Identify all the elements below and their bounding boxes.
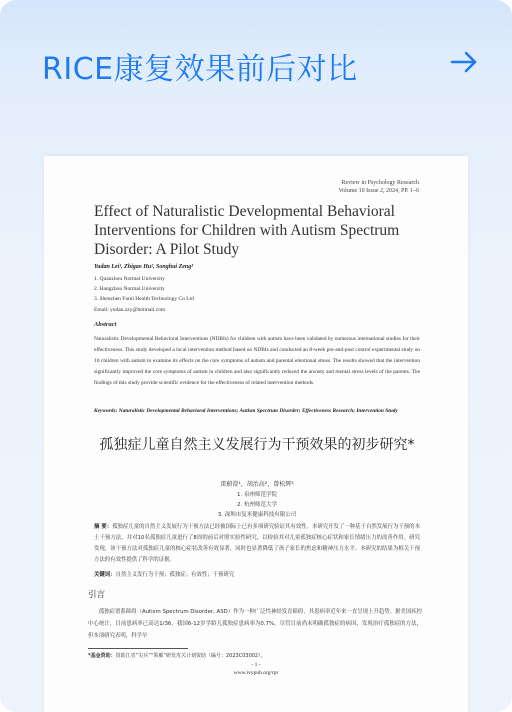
card-header (0, 0, 512, 128)
email: Email: yudan.zzy@hotmail.com (94, 307, 166, 313)
abstract-cn (94, 522, 420, 566)
footnote-divider (88, 648, 188, 649)
keywords-cn (94, 570, 420, 578)
authors-cn: 雷蔚澄¹，胡治高²，曾松辉³ (220, 481, 294, 488)
card-title: RICE康复效果前后对比 (42, 52, 358, 87)
abstract-heading: Abstract (94, 321, 117, 328)
affiliation-en-2: 2. Hangzhou Normal University (94, 286, 165, 292)
abstract-label-cn: 摘 要： (94, 524, 113, 530)
footnote-text: 资助江省“尖兵”“领雁”研发攻关计划资助（编号：2023C03002）。 (115, 653, 266, 659)
paper-title-cn: 孤独症儿童自然主义发展行为干预效果的初步研究* (99, 437, 415, 453)
footnote-label: *基金资助： (88, 653, 116, 659)
keywords-label-cn: 关键词： (94, 572, 116, 578)
abstract-cn-text: 孤独症儿童的自然主义发展行为干预方法已经被国际上已有多项研究验证其有效性。本研究开发了一种基于自然发展行为干预的本土干预方法，并对10名孤独症儿童进行了8周的前后对照实验性研究，以检验其对儿童孤独症核心症状和家长情绪压力的改善作用。研究发现，该干预方法对孤独症儿童的核心症状改善有效显著，同时也显著降低了孩子家长的焦虑和精神压力水平。本研究的结果为相关干预方法的有效性提供了科学的证据。 (94, 524, 420, 563)
footnote (88, 652, 422, 659)
paper-preview (44, 156, 468, 712)
journal-issue: Volume 10 Issue 2, 2024, PP. 1–6 (338, 188, 419, 194)
journal-url: www.ivypub.org/rpr (233, 670, 279, 676)
journal-header (339, 179, 419, 195)
intro-body: 孤独症谱系障碍（Autism Spectrum Disorder, ASD）作为一种广泛性神经发育障碍，其患病率近年来一直呈现上升趋势。据美国疾控中心统计，目前患病率已高达1/36，我国6-12岁学龄儿孤独症患病率为0.7%，尽管目前尚未明确孤独症的病因，发现治疗孤独症的方法，但本项研究表明，科学早 (88, 609, 422, 639)
abstract-en: Naturalistic Developmental Behavioral Interventions (NDBIs) for children with autism have been validated by numerous international studies for their effectiveness. This study developed a local intervention method based on NDBIs and conducted an 8-week pre-and-post control experimental study on 10 children with autism to examine its effects on the core symptoms of autism and parental emotional stress. The results showed that the intervention significantly improved the core symptoms of autism in children and also significantly reduced the anxiety and mental stress levels of the parents. The findings of this study provide scientific evidence for the effectiveness of related intervention methods. (94, 336, 420, 386)
affiliation-cn-1: 1. 泉州师范学院 (237, 492, 277, 498)
affiliation-cn-2: 2. 杭州师范大学 (237, 502, 277, 508)
keywords-en: Keywords: Naturalistic Developmental Behavioral Interventions; Autism Spectrum Disorder; Effectiveness Research; Intervention Study (94, 408, 398, 414)
arrow-right-icon[interactable] (448, 46, 480, 78)
paper-title-en: Effect of Naturalistic Developmental Behavioral Interventions for Children with Autism Spectrum Disorder: A Pilot Study (94, 203, 400, 258)
intro-heading: 引言 (88, 590, 106, 600)
affiliation-en-3: 3. Shenzhen Fumi Health Technology Co Ltd (94, 296, 194, 302)
affiliation-en-1: 1. Quanzhou Normal University (94, 276, 165, 282)
journal-name: Review in Psychology Research (341, 180, 419, 186)
affiliation-cn-3: 3. 深圳市复米健康科技有限公司 (217, 512, 297, 518)
authors-en: Yudan Lei¹, Zhigao Hu², Songhui Zeng³ (94, 264, 194, 270)
keywords-cn-text: 自然主义发行为干预；孤独症；有效性；干预研究 (115, 572, 235, 578)
page-number: - 1 - (251, 662, 261, 668)
